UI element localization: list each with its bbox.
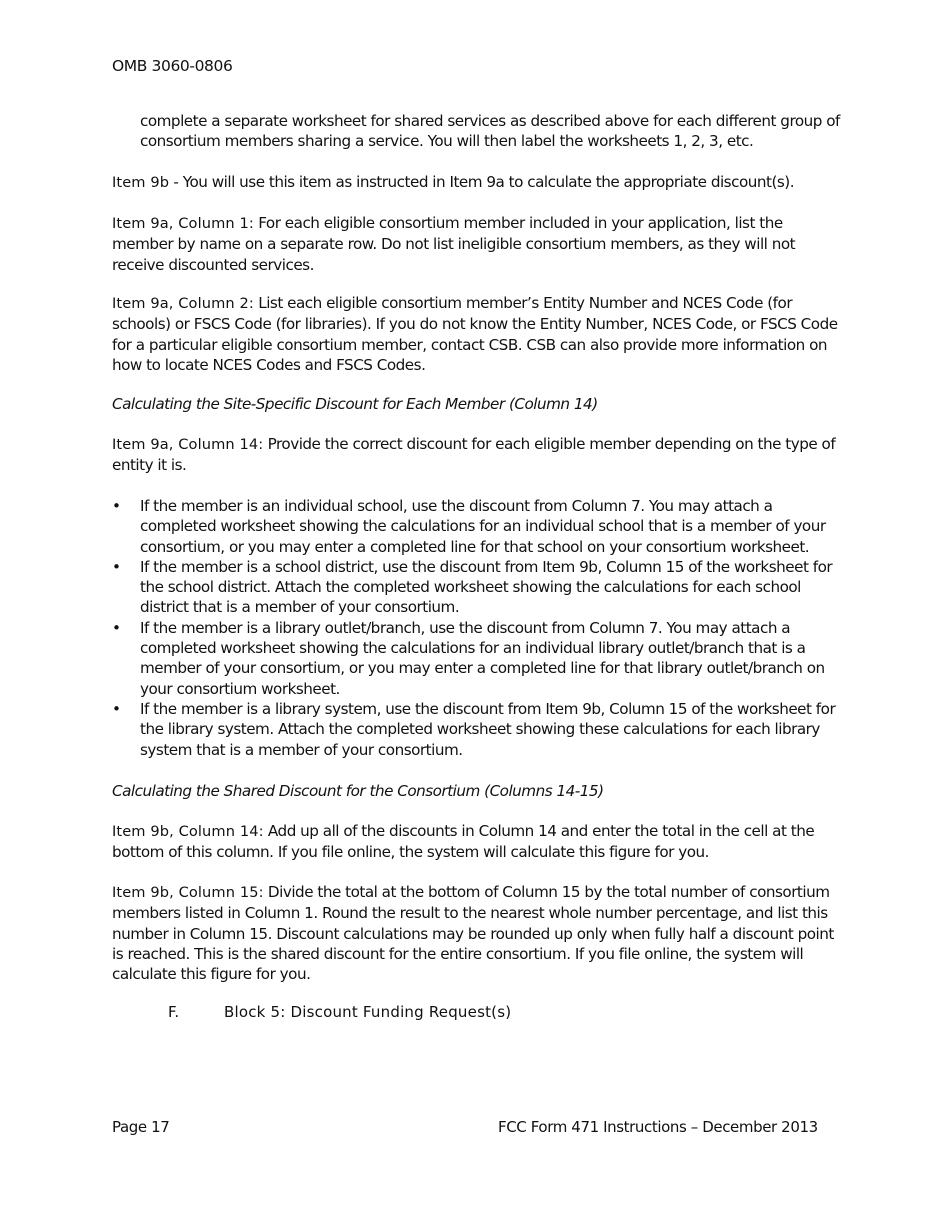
page-number: Page 17 xyxy=(112,1118,170,1136)
item-9a-col2-paragraph xyxy=(112,293,842,375)
member-type-list xyxy=(112,496,842,760)
item-text: - You will use this item as instructed in Item 9a to calculate the appropriate discount(s). xyxy=(169,173,795,191)
list-item: • If the member is a library outlet/branch, use the discount from Column 7. You may attach a completed worksheet showing the calculations for an individual library outlet/branch that is a member of your consortium, or you may enter a completed line for that library outlet/branch on your consortium worksheet. xyxy=(112,618,842,699)
item-text: List each eligible consortium member’s Entity Number and NCES Code (for schools) or FSCS Code (for libraries). If you do not know the Entity Number, NCES Code, or FSCS Code for a particular eligible consortium member, contact CSB. CSB can also provide more information on how to locate NCES Codes and FSCS Codes. xyxy=(112,294,838,374)
item-label: Item 9b, Column 14: xyxy=(112,823,264,840)
omb-number: OMB 3060-0806 xyxy=(112,57,233,75)
item-9a-col1-paragraph xyxy=(112,213,842,275)
item-9a-col14-paragraph xyxy=(112,434,842,476)
item-label: Item 9b xyxy=(112,174,170,191)
item-text: Provide the correct discount for each eligible member depending on the type of entity it is. xyxy=(112,435,836,475)
item-text: Divide the total at the bottom of Column 15 by the total number of consortium members listed in Column 1. Round the result to the nearest whole number percentage, and list this number in Column 15. Discount calculations may be rounded up only when fully half a discount point is reached. This is the shared discount for the entire consortium. If you file online, the system will calculate this figure for you. xyxy=(112,883,834,984)
section-letter: F. xyxy=(168,1003,180,1021)
heading-shared-discount: Calculating the Shared Discount for the Consortium (Columns 14-15) xyxy=(112,782,604,800)
footer-form-title: FCC Form 471 Instructions – December 2013 xyxy=(498,1118,818,1136)
item-label: Item 9a, Column 2: xyxy=(112,295,254,312)
item-label: Item 9a, Column 1: xyxy=(112,215,254,232)
list-item: • If the member is an individual school, use the discount from Column 7. You may attach a completed worksheet showing the calculations for an individual school that is a member of your consortium, or you may enter a completed line for that school on your consortium worksheet. xyxy=(112,496,842,557)
heading-site-specific: Calculating the Site-Specific Discount for Each Member (Column 14) xyxy=(112,395,598,413)
section-title: Block 5: Discount Funding Request(s) xyxy=(224,1003,512,1021)
item-label: Item 9b, Column 15: xyxy=(112,884,264,901)
list-item: • If the member is a library system, use the discount from Item 9b, Column 15 of the worksheet for the library system. Attach the completed worksheet showing these calculations for each library system that is a member of your consortium. xyxy=(112,699,842,760)
item-text: Add up all of the discounts in Column 14 and enter the total in the cell at the bottom of this column. If you file online, the system will calculate this figure for you. xyxy=(112,822,815,862)
item-9b-col14-paragraph xyxy=(112,821,842,863)
item-text: For each eligible consortium member included in your application, list the member by name on a separate row. Do not list ineligible consortium members, as they will not receive discounted services. xyxy=(112,214,796,274)
list-item: • If the member is a school district, use the discount from Item 9b, Column 15 of the worksheet for the school district. Attach the completed worksheet showing the calculations for each school district that is a member of your consortium. xyxy=(112,557,842,618)
item-9b-paragraph xyxy=(112,172,842,193)
item-label: Item 9a, Column 14: xyxy=(112,436,264,453)
item-9b-col15-paragraph xyxy=(112,882,842,984)
continuation-paragraph: complete a separate worksheet for shared services as described above for each different group of consortium members sharing a service. You will then label the worksheets 1, 2, 3, etc. xyxy=(140,112,840,151)
